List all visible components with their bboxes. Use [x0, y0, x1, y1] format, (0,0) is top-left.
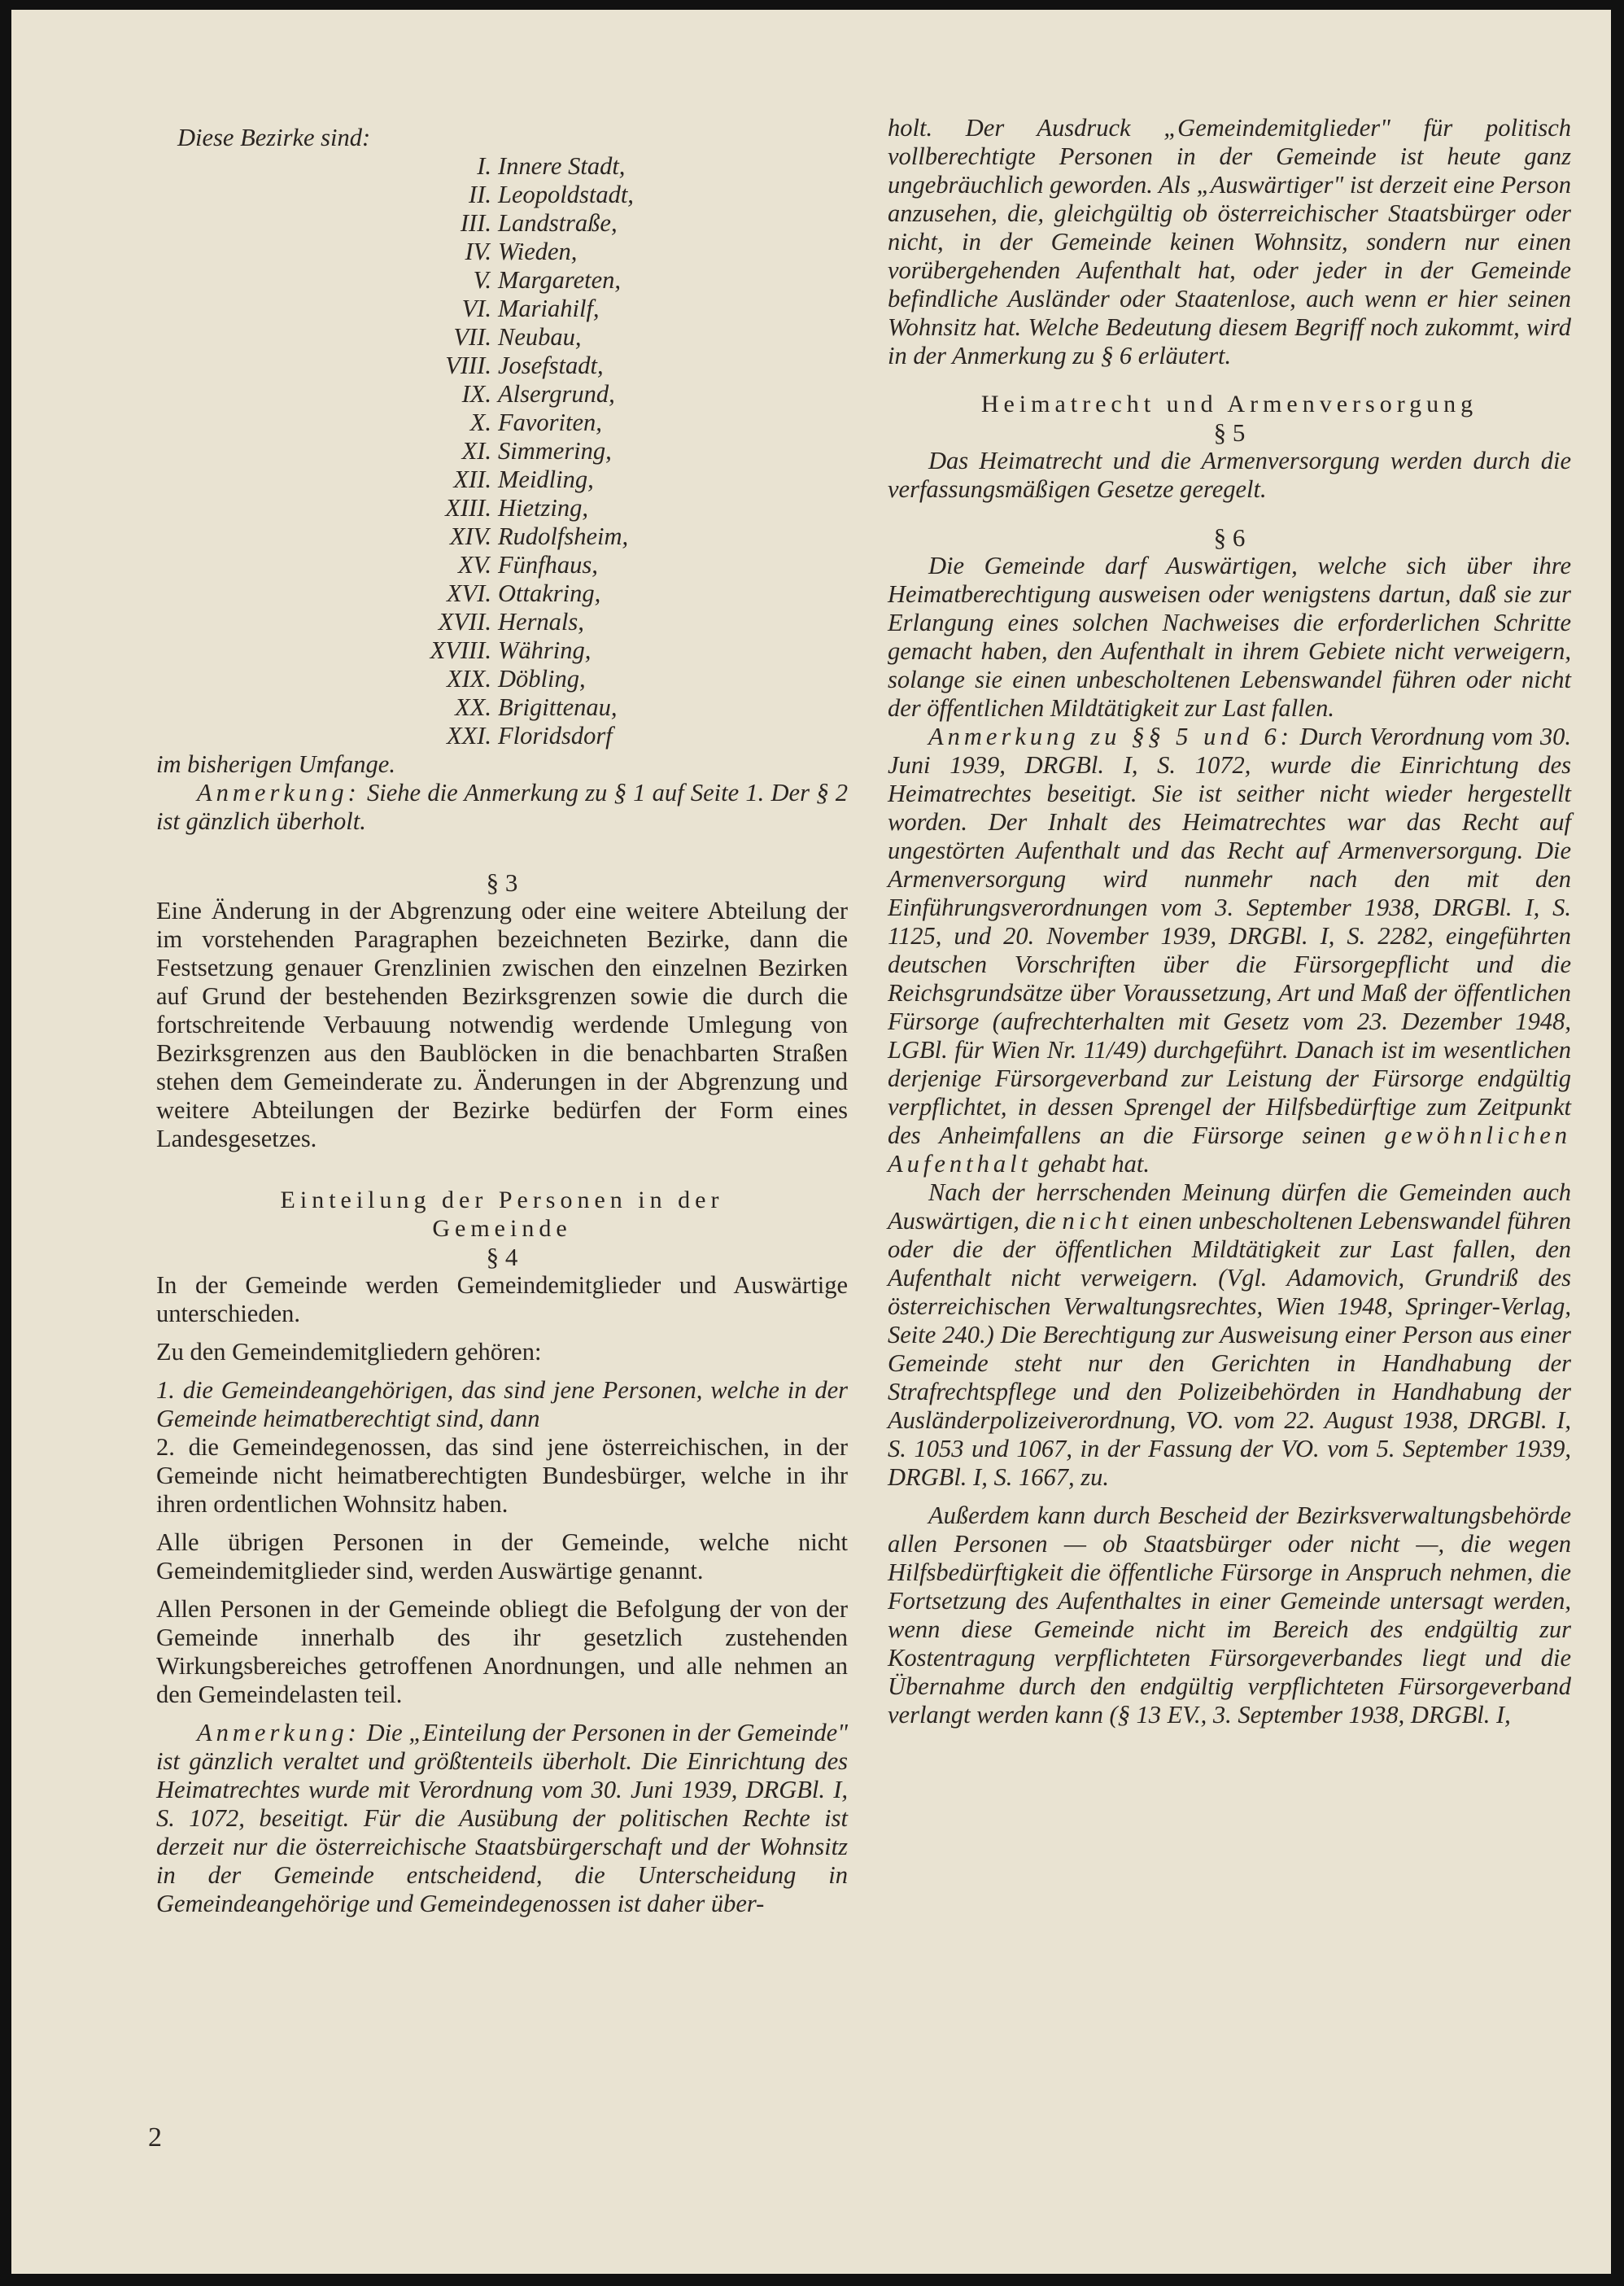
districts-intro: Diese Bezirke sind: — [177, 124, 371, 151]
section-4-item-2: 2. die Gemeindegenossen, das sind jene österreichischen, in der Gemeinde nicht heimatberechtigten Bundesbürger, welche in ihr ihren ordentlichen Wohnsitz haben. — [156, 1433, 848, 1518]
district-number: VI. — [461, 295, 491, 322]
district-name: Innere Stadt, — [498, 152, 626, 180]
district-number: XVIII. — [430, 636, 491, 664]
district-number: V. — [473, 266, 491, 294]
section-6-text: Die Gemeinde darf Auswärtigen, welche sich über ihre Heimatberechtigung ausweisen oder wenigstens dartun, daß sie zur Erlangung eines solchen Nachweises die erforderlichen Schritte gemacht haben, den Aufenthalt in ihrem Gebiete nicht verweigern, solange sie einen unbescholtenen Lebenswandel führen oder nicht der öffentlichen Mildtätigkeit zur Last fallen. — [888, 552, 1571, 722]
district-name: Rudolfsheim, — [498, 522, 629, 550]
district-row — [156, 323, 848, 352]
section-4-item-1: 1. die Gemeindeangehörigen, das sind jene Personen, welche in der Gemeinde heimatberechtigt sind, dann — [156, 1376, 848, 1432]
note-2-label: Anmerkung: — [197, 1719, 360, 1746]
districts-extent: im bisherigen Umfange. — [156, 750, 395, 778]
note-2 — [156, 1719, 848, 1918]
district-row — [156, 409, 848, 437]
district-number: IV. — [465, 238, 491, 265]
note-2-text: Die „Einteilung der Personen in der Gemeinde" ist gänzlich veraltet und größtenteils überholt. Die Einrichtung des Heimatrechtes wurde mit Verordnung vom 30. Juni 1939, DRGBl. I, S. 1072, beseitigt. Für die Ausübung der politischen Rechte ist derzeit nur die österreichische Staatsbürgerschaft und der Wohnsitz in der Gemeinde entscheidend, die Unterscheidung in Gemeindeangehörige und Gemeindegenossen ist daher über- — [156, 1719, 849, 1917]
district-name: Fünfhaus, — [498, 551, 598, 579]
district-row — [156, 209, 848, 238]
district-row — [156, 266, 848, 295]
left-column — [156, 124, 848, 1918]
district-number: XVII. — [438, 608, 491, 636]
district-name: Alsergrund, — [498, 380, 615, 408]
district-name: Währing, — [498, 636, 592, 664]
section-4-p1: In der Gemeinde werden Gemeindemitglieder und Auswärtige unterschieden. — [156, 1271, 848, 1327]
note-3-paragraph-3: Außerdem kann durch Bescheid der Bezirksverwaltungsbehörde allen Personen — ob Staatsbürger oder nicht —, die wegen Hilfsbedürftigkeit die öffentliche Fürsorge in Anspruch nehmen, die Fortsetzung des Aufenthaltes in einer Gemeinde untersagt werden, wenn diese Gemeinde nicht im Bereich des endgültig zur Kostentragung verpflichteten Fürsorgeverbandes liegt und die Übernahme durch den endgültig verpflichteten Fürsorgeverband verlangt werden kann (§ 13 EV., 3. September 1938, DRGBl. I, — [888, 1501, 1571, 1729]
district-row — [156, 352, 848, 380]
district-number: XII. — [453, 466, 491, 493]
district-row — [156, 181, 848, 209]
district-row — [156, 295, 848, 323]
document-page — [11, 10, 1611, 2274]
district-row — [156, 693, 848, 722]
district-number: VII. — [453, 323, 491, 351]
district-number: XX. — [455, 693, 491, 721]
district-number: II. — [469, 181, 491, 208]
section-4-p4: Allen Personen in der Gemeinde obliegt die Befolgung der von der Gemeinde innerhalb des ihr gesetzlich zustehenden Wirkungsbereiches getroffenen Anordnungen, und alle nehmen an den Gemeindelasten teil. — [156, 1595, 848, 1708]
section-4-mark: § 4 — [486, 1243, 518, 1271]
heading-line-1: Einteilung der Personen in der — [280, 1187, 724, 1213]
district-name: Margareten, — [498, 266, 622, 294]
district-number: XIV. — [449, 522, 491, 550]
district-number: IX. — [461, 380, 491, 408]
section-3-text: Eine Änderung in der Abgrenzung oder eine weitere Abteilung der im vorstehenden Paragraphen bezeichneten Bezirke, dann die Festsetzung genauer Grenzlinien zwischen den einzelnen Bezirken auf Grund der bestehenden Bezirksgrenzen sowie die durch die fortschreitende Verbauung notwendig werdende Umlegung von Bezirksgrenzen aus den Baublöcken in die benachbarten Straßen stehen dem Gemeinderate zu. Änderungen in der Abgrenzung und weitere Abteilungen der Bezirke bedürfen der Form eines Landesgesetzes. — [156, 897, 848, 1152]
district-list — [156, 152, 848, 750]
district-number: I. — [477, 152, 491, 180]
section-4-p3: Alle übrigen Personen in der Gemeinde, welche nicht Gemeindemitglieder sind, werden Auswärtige genannt. — [156, 1528, 848, 1584]
district-row — [156, 466, 848, 494]
section-3-mark: § 3 — [486, 868, 518, 897]
note-1-label: Anmerkung: — [197, 779, 360, 806]
section-5-text: Das Heimatrecht und die Armenversorgung werden durch die verfassungsmäßigen Gesetze geregelt. — [888, 447, 1571, 503]
district-name: Wieden, — [498, 238, 578, 265]
district-row — [156, 152, 848, 181]
heading-line-2: Gemeinde — [432, 1215, 572, 1242]
district-name: Neubau, — [498, 323, 582, 351]
district-name: Hietzing, — [498, 494, 588, 522]
note-3-label: Anmerkung zu §§ 5 und 6: — [928, 723, 1293, 750]
page-number: 2 — [148, 2122, 162, 2153]
district-number: III. — [460, 209, 491, 237]
district-number: XI. — [461, 437, 491, 465]
note-1-text: Siehe die Anmerkung zu § 1 auf Seite 1. Der § 2 ist gänzlich überholt. — [156, 779, 848, 835]
section-heading-einteilung — [156, 1186, 848, 1243]
district-row — [156, 665, 848, 693]
district-name: Ottakring, — [498, 579, 601, 607]
district-row — [156, 437, 848, 466]
district-number: XIX. — [446, 665, 491, 693]
district-name: Leopoldstadt, — [498, 181, 634, 208]
district-row — [156, 238, 848, 266]
district-row — [156, 551, 848, 579]
district-row — [156, 722, 848, 750]
note-3-text: Durch Verordnung vom 30. Juni 1939, DRGBl. I, S. 1072, wurde die Einrichtung des Heimatrechtes beseitigt. Sie ist seither nicht wieder hergestellt worden. Der Inhalt des Heimatrechtes war das Recht auf ungestörten Aufenthalt und das Recht auf Armenversorgung. Die Armenversorgung wird nunmehr nach den mit den Einführungsverordnungen vom 3. September 1938, DRGBl. I, S. 1125, und 20. November 1939, DRGBl. I, S. 2282, eingeführten deutschen Vorschriften über die Fürsorgepflicht und die Reichsgrundsätze über Voraussetzung, Art und Maß der öffentlichen Fürsorge (aufrechterhalten mit Gesetz vom 23. Dezember 1948, LGBl. für Wien Nr. 11/49) durchgeführt. Danach ist im wesentlichen derjenige Fürsorgeverband zur Leistung der Fürsorge endgültig verpflichtet, in dessen Sprengel der Hilfsbedürftige zum Zeitpunkt des Anheimfallens an die Fürsorge seinen — [888, 723, 1571, 1149]
continued-note-text: holt. Der Ausdruck „Gemeindemitglieder" für politisch vollberechtigte Personen in der Gemeinde ist heute ganz ungebräuchlich geworden. Als „Auswärtiger" ist derzeit eine Person anzusehen, die, gleichgültig ob österreichischer Staatsbürger oder nicht, in der Gemeinde keinen Wohnsitz, sondern nur einen vorübergehenden Aufenthalt hat, oder jeder in der Gemeinde befindliche Ausländer oder Staatenlose, auch wenn er hier seinen Wohnsitz hat. Welche Bedeutung diesem Begriff noch zukommt, wird in der Anmerkung zu § 6 erläutert. — [888, 114, 1571, 369]
district-name: Josefstadt, — [498, 352, 604, 379]
district-name: Hernals, — [498, 608, 584, 636]
note-1 — [156, 779, 848, 836]
note-3-end: gehabt hat. — [1037, 1150, 1150, 1178]
district-name: Favoriten, — [498, 409, 602, 436]
district-name: Mariahilf, — [498, 295, 600, 322]
p2-part-b: einen unbescholtenen Lebenswandel führen oder die der öffentlichen Mildtätigkeit zur Last fallen, den Aufenthalt nicht verweigern. (Vgl. Adamovich, Grundriß des österreichischen Verwaltungsrechtes, Wien 1948, Springer-Verlag, Seite 240.) Die Berechtigung zur Ausweisung einer Person aus einer Gemeinde steht nur den Gerichten in Handhabung der Strafrechtspflege und den Polizeibehörden in Handhabung der Ausländerpolizeiverordnung, VO. vom 22. August 1938, DRGBl. I, S. 1053 und 1067, in der Fassung der VO. vom 5. September 1939, DRGBl. I, S. 1667, zu. — [888, 1207, 1571, 1491]
district-number: XXI. — [446, 722, 491, 750]
district-name: Floridsdorf — [498, 722, 613, 750]
district-number: XVI. — [446, 579, 491, 607]
note-3-spaced: gewöhnlichen Aufenthalt — [888, 1121, 1571, 1178]
p2-part-a: Nach der herrschenden Meinung dürfen die Gemeinden auch Auswärtigen, die — [888, 1178, 1571, 1235]
district-name: Döbling, — [498, 665, 586, 693]
section-heading-heimatrecht: Heimatrecht und Armenversorgung — [980, 391, 1478, 417]
note-3 — [888, 723, 1571, 1178]
district-row — [156, 608, 848, 636]
district-number: X. — [469, 409, 491, 436]
district-number: XIII. — [445, 494, 491, 522]
district-name: Landstraße, — [498, 209, 618, 237]
district-number: VIII. — [445, 352, 491, 379]
district-name: Meidling, — [498, 466, 594, 493]
district-name: Brigittenau, — [498, 693, 618, 721]
right-column — [888, 114, 1571, 1729]
district-row — [156, 522, 848, 551]
section-6-mark: § 6 — [1213, 523, 1246, 552]
district-row — [156, 579, 848, 608]
district-row — [156, 380, 848, 409]
district-row — [156, 494, 848, 522]
p2-spaced: nicht — [1062, 1207, 1133, 1235]
section-5-mark: § 5 — [1213, 418, 1246, 447]
note-3-paragraph-2 — [888, 1178, 1571, 1492]
district-row — [156, 636, 848, 665]
district-number: XV. — [458, 551, 491, 579]
district-name: Simmering, — [498, 437, 612, 465]
section-4-p2: Zu den Gemeindemitgliedern gehören: — [156, 1338, 542, 1366]
